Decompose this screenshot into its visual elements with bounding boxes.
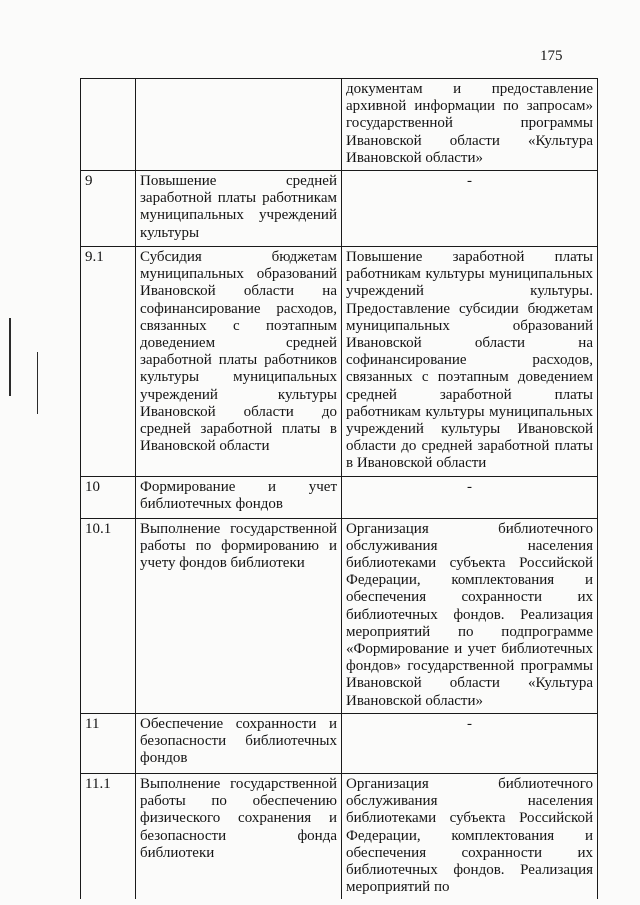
page-number: 175 [540,48,563,64]
event-name: Выполнение государственной работы по обеспечению физического сохранения и безопасности фонда библиотеки [136,773,342,899]
row-number: 9 [81,171,136,247]
table-row [81,79,598,171]
event-description: Повышение заработной платы работникам культуры муниципальных учреждений культуры. Предоставление субсидии бюджетам муниципальных образований Ивановской области на софинансирование расходов, связанных с поэтапным доведением средней заработной платы работникам культуры муниципальных учреждений культуры Ивановской области до средней заработной платы в Ивановской области [342,247,598,477]
row-number: 10.1 [81,518,136,713]
row-number: 10 [81,476,136,518]
table-row [81,171,598,247]
margin-mark [9,318,11,396]
row-number [81,79,136,171]
event-description: документам и предоставление архивной информации по запросам» государственной программы Ивановской области «Культура Ивановской области» [342,79,598,171]
event-description: Организация библиотечного обслуживания населения библиотеками субъекта Российской Федерации, комплектования и обеспечения сохранности их библиотечных фондов. Реализация мероприятий по [342,773,598,899]
event-description: - [342,171,598,247]
table-row [81,713,598,773]
program-table [80,78,598,899]
event-name [136,79,342,171]
row-number: 9.1 [81,247,136,477]
event-name: Повышение средней заработной платы работникам муниципальных учреждений культуры [136,171,342,247]
row-number: 11.1 [81,773,136,899]
event-name: Выполнение государственной работы по формированию и учету фондов библиотеки [136,518,342,713]
table-row [81,518,598,713]
table-row [81,247,598,477]
event-description: - [342,713,598,773]
table-row [81,773,598,899]
event-description: Организация библиотечного обслуживания населения библиотеками субъекта Российской Федерации, комплектования и обеспечения сохранности их библиотечных фондов. Реализация мероприятий по подпрограмме «Формирование и учет библиотечных фондов» государственной программы Ивановской области «Культура Ивановской области» [342,518,598,713]
event-description: - [342,476,598,518]
margin-mark [37,352,38,414]
event-name: Обеспечение сохранности и безопасности библиотечных фондов [136,713,342,773]
row-number: 11 [81,713,136,773]
table-row [81,476,598,518]
event-name: Субсидия бюджетам муниципальных образований Ивановской области на софинансирование расходов, связанных с поэтапным доведением средней заработной платы работников культуры муниципальных учреждений культуры Ивановской области до средней заработной платы в Ивановской области [136,247,342,477]
event-name: Формирование и учет библиотечных фондов [136,476,342,518]
